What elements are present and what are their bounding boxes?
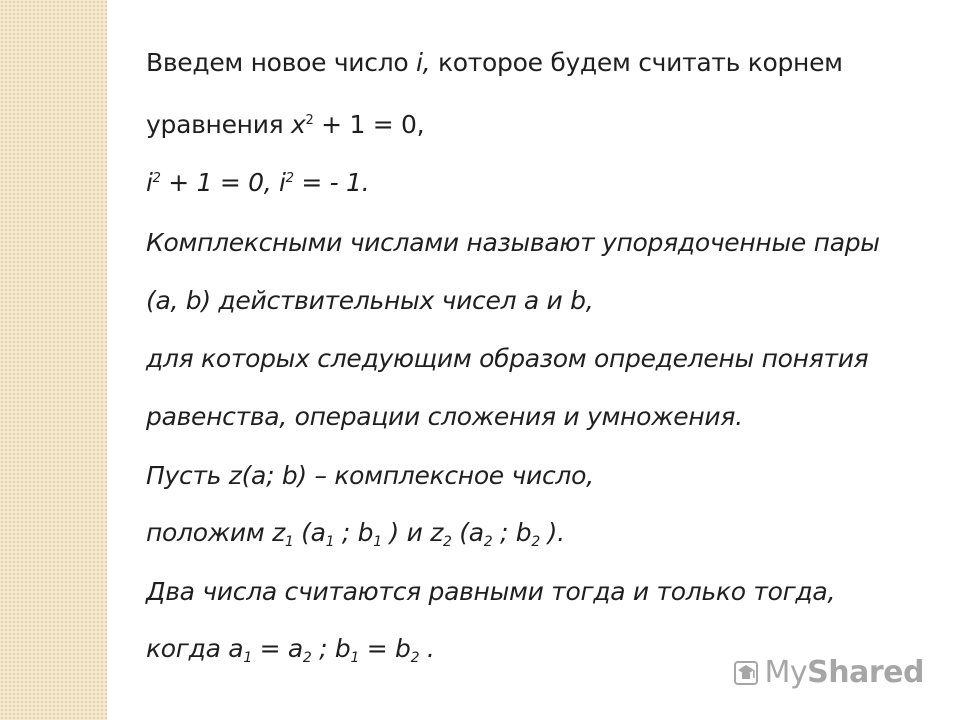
decorative-side-stripe (0, 0, 107, 720)
line-9-text: положим z (146, 518, 285, 547)
line-9-text-4: ) и z (381, 518, 444, 547)
line-9-subscript-6: 2 (531, 534, 540, 550)
mortarboard-icon (733, 658, 759, 688)
line-3-text: + 1 = 0, i (160, 168, 286, 197)
line-3-variable: i (146, 168, 153, 197)
line-11-subscript-1: 1 (243, 650, 252, 666)
line-11-subscript-2: 2 (302, 650, 312, 666)
line-2-text: уравнения (146, 110, 292, 139)
watermark-text (765, 655, 924, 690)
text-line-7: равенства, операции сложения и умножения. (146, 402, 743, 431)
line-9-text-end: ). (540, 518, 565, 547)
line-9-text-5: (a (451, 518, 484, 547)
line-2-exponent: 2 (305, 113, 314, 128)
myshared-watermark (733, 655, 924, 690)
text-line-3 (146, 168, 369, 203)
text-line-6: для которых следующим образом определены понятия (146, 344, 869, 373)
line-11-subscript-4: 2 (410, 650, 420, 666)
line-11-text-2: = a (251, 634, 303, 663)
line-9-subscript-1: 1 (284, 534, 294, 550)
line-9-text-2: (a (293, 518, 326, 547)
watermark-text-part-1: My (764, 655, 808, 690)
line-11-text-4: = b (359, 634, 411, 663)
text-line-4: Комплексными числами называют упорядоченные пары (146, 228, 880, 257)
line-11-text-3: ; b (311, 634, 351, 663)
line-1-variable: i, (416, 48, 431, 77)
line-9-subscript-2: 1 (325, 534, 335, 550)
line-11-text-end: . (419, 634, 435, 663)
line-1-text-end: которое будем считать корнем (430, 48, 843, 77)
line-9-subscript-5: 2 (483, 534, 493, 550)
line-3-exponent-2: 2 (285, 171, 294, 186)
line-2-text-end: + 1 = 0, (313, 110, 425, 139)
text-line-10: Два числа считаются равными тогда и только тогда, (146, 577, 836, 606)
watermark-text-part-2: Shared (807, 655, 924, 690)
line-9-text-3: ; b (334, 518, 374, 547)
line-11-subscript-3: 1 (350, 650, 360, 666)
line-2-variable: x (291, 110, 306, 139)
line-9-subscript-3: 1 (373, 534, 382, 550)
text-line-8: Пусть z(a; b) – комплексное число, (146, 461, 594, 490)
text-line-9 (146, 518, 565, 552)
text-line-11 (146, 634, 435, 668)
text-line-5: (a, b) действительных чисел a и b, (146, 286, 594, 315)
line-3-text-end: = - 1. (293, 168, 370, 197)
line-11-text: когда a (146, 634, 244, 663)
text-line-1 (146, 48, 843, 78)
line-1-text: Введем новое число (146, 48, 417, 77)
text-line-2 (146, 110, 424, 145)
line-9-subscript-4: 2 (443, 534, 452, 550)
line-3-exponent-1: 2 (152, 171, 161, 186)
line-9-text-6: ; b (492, 518, 532, 547)
